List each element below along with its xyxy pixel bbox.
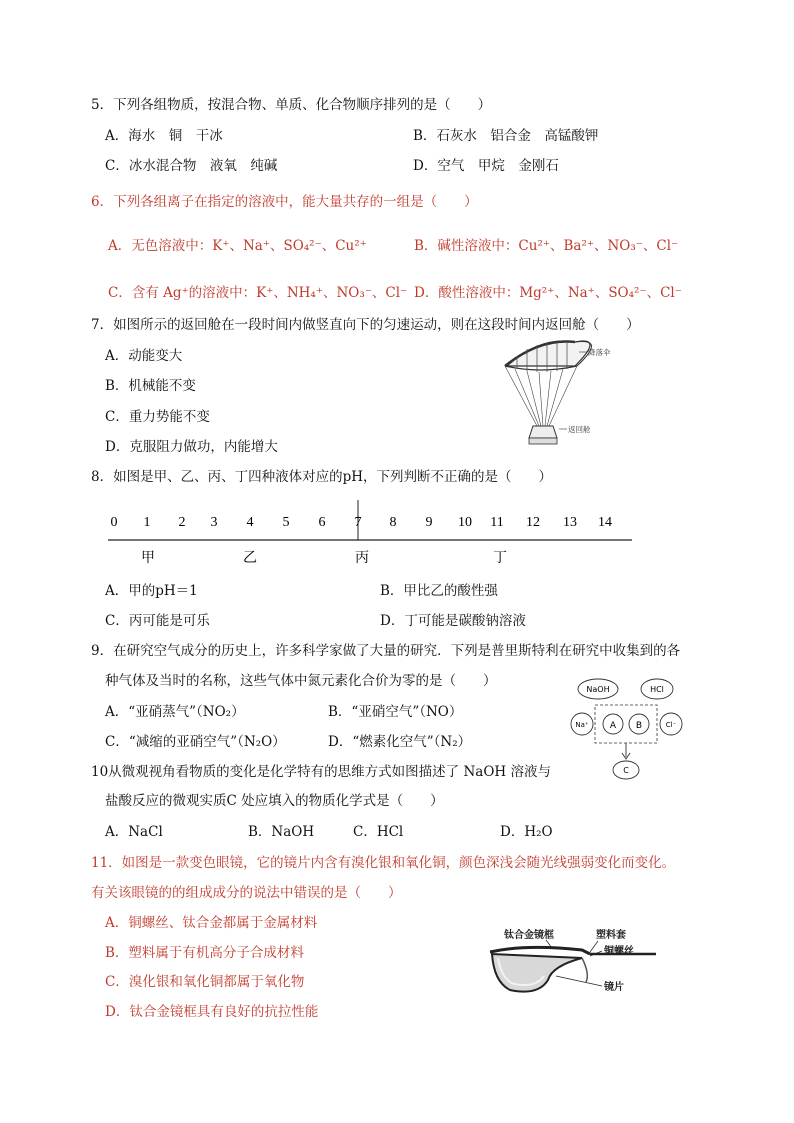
q11-stem-line2: 有关该眼镜的的组成成分的说法中错误的是（ ） (91, 885, 402, 901)
q11-option-c: C．溴化银和氧化铜都属于氧化物 (105, 974, 305, 990)
q8-option-d: D．丁可能是碳酸钠溶液 (380, 613, 526, 629)
q9-stem-line2: 种气体及当时的名称，这些气体中氮元素化合价为零的是（ ） (105, 673, 497, 689)
hcl-label: HCl (650, 685, 664, 694)
neutralization-figure (568, 677, 688, 782)
ph-tick-label: 3 (210, 515, 218, 530)
q6-option-d: D．酸性溶液中：Mg²⁺、Na⁺、SO₄²⁻、Cl⁻ (414, 285, 682, 301)
ph-tick-label: 12 (526, 515, 540, 530)
ph-tick-label: 2 (178, 515, 186, 530)
ph-scale-figure (100, 500, 640, 570)
ph-tick-label: 0 (110, 515, 118, 530)
q6-stem: 6．下列各组离子在指定的溶液中，能大量共存的一组是（ ） (91, 194, 478, 210)
glasses-figure (486, 924, 666, 1004)
ph-tick-label: 1 (143, 515, 151, 530)
ph-tick-label: 6 (318, 515, 326, 530)
capsule-label: 返回舱 (568, 425, 591, 434)
parachute-label: 降落伞 (588, 348, 611, 357)
lens-label: 镜片 (604, 982, 624, 993)
q10-option-d: D．H₂O (500, 824, 553, 840)
q5-option-d: D．空气 甲烷 金刚石 (413, 158, 559, 174)
ph-liquid-label: 乙 (243, 551, 257, 566)
q7-stem: 7．如图所示的返回舱在一段时间内做竖直向下的匀速运动，则在这段时间内返回舱（ ） (91, 317, 640, 333)
q8-stem: 8．如图是甲、乙、丙、丁四种液体对应的pH，下列判断不正确的是（ ） (91, 469, 553, 485)
ph-tick-label: 7 (354, 515, 362, 530)
q10-stem-line1: 10从微观视角看物质的变化是化学特有的思维方式如图描述了 NaOH 溶液与 (91, 764, 551, 780)
screw-label: 铜螺丝 (604, 946, 634, 957)
q9-option-c: C．“减缩的亚硝空气”（N₂O） (105, 734, 286, 750)
q6-option-b: B．碱性溶液中：Cu²⁺、Ba²⁺、NO₃⁻、Cl⁻ (414, 238, 679, 254)
q5-stem: 5．下列各组物质，按混合物、单质、化合物顺序排列的是（ ） (91, 97, 492, 113)
q10-option-a: A．NaCl (105, 824, 163, 840)
ph-tick-label: 9 (425, 515, 433, 530)
q11-option-a: A．铜螺丝、钛合金都属于金属材料 (105, 915, 318, 931)
q9-option-b: B．“亚硝空气”（NO） (328, 704, 463, 720)
ph-liquid-label: 甲 (141, 551, 155, 566)
ph-liquid-labels (141, 550, 507, 566)
q7-option-d: D．克服阻力做功，内能增大 (105, 439, 278, 455)
ph-tick-label: 4 (246, 515, 254, 530)
sleeve-label: 塑料套 (596, 930, 626, 941)
q11-option-b: B．塑料属于有机高分子合成材料 (105, 945, 304, 961)
na-ion-label: Na⁺ (575, 721, 589, 729)
naoh-label: NaOH (586, 685, 610, 694)
q8-option-c: C．丙可能是可乐 (105, 613, 210, 629)
ph-tick-label: 13 (563, 515, 577, 530)
q10-option-c: C．HCl (353, 824, 404, 840)
product-c-label: C (623, 766, 629, 775)
ph-tick-label: 8 (389, 515, 397, 530)
q8-option-b: B．甲比乙的酸性强 (380, 583, 498, 599)
cl-ion-label: Cl⁻ (665, 721, 677, 729)
q6-option-a: A．无色溶液中：K⁺、Na⁺、SO₄²⁻、Cu²⁺ (108, 238, 367, 254)
q5-option-a: A．海水 铜 干冰 (105, 128, 223, 144)
q5-option-c: C．冰水混合物 液氧 纯碱 (105, 158, 278, 174)
ph-tick-label: 11 (490, 515, 504, 530)
parachute-figure (495, 338, 645, 448)
ph-tick-label: 10 (458, 515, 472, 530)
ph-tick-labels (111, 515, 613, 530)
ph-tick-label: 5 (282, 515, 290, 530)
q10-option-b: B．NaOH (248, 824, 315, 840)
q10-stem-line2: 盐酸反应的微观实质C 处应填入的物质化学式是（ ） (105, 793, 444, 809)
ion-b-label: B (635, 721, 643, 731)
ph-liquid-label: 丙 (355, 551, 369, 566)
ion-a-label: A (609, 721, 617, 731)
q8-option-a: A．甲的pH＝1 (105, 583, 198, 599)
q11-stem-line1: 11．如图是一款变色眼镜，它的镜片内含有溴化银和氧化铜，颜色深浅会随光线强弱变化而变化。 (91, 855, 676, 871)
ph-liquid-label: 丁 (493, 551, 507, 566)
q6-option-c: C．含有 Ag⁺的溶液中：K⁺、NH₄⁺、NO₃⁻、Cl⁻ (108, 285, 408, 301)
q5-option-b: B．石灰水 铝合金 高锰酸钾 (413, 128, 599, 144)
q9-option-d: D．“燃素化空气”（N₂） (328, 734, 472, 750)
frame-label: 钛合金镜框 (504, 930, 554, 941)
ph-tick-label: 14 (598, 515, 612, 530)
q7-option-a: A．动能变大 (105, 348, 183, 364)
q9-option-a: A．“亚硝蒸气”（NO₂） (105, 704, 245, 720)
q9-stem-line1: 9．在研究空气成分的历史上，许多科学家做了大量的研究．下列是普里斯特利在研究中收集到的各 (91, 643, 681, 659)
q11-option-d: D．钛合金镜框具有良好的抗拉性能 (105, 1004, 319, 1020)
q7-option-c: C．重力势能不变 (105, 409, 210, 425)
q7-option-b: B．机械能不变 (105, 378, 196, 394)
